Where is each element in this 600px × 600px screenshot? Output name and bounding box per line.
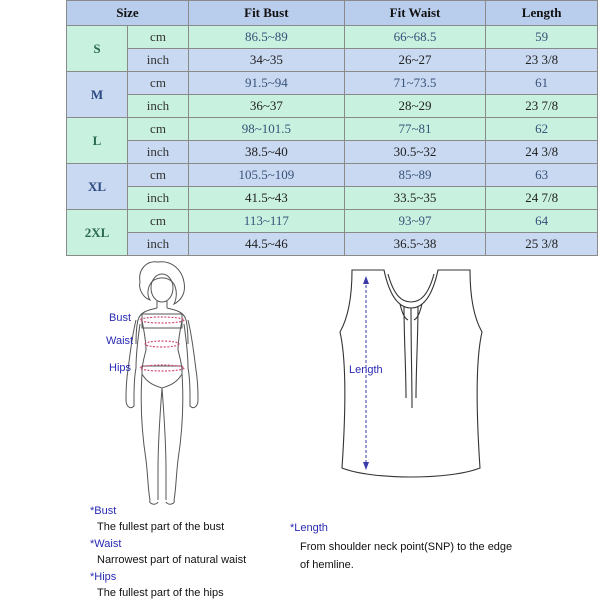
body-measurement-figure [96, 254, 246, 506]
value-cell: 23 7/8 [486, 95, 598, 118]
waist-label: Waist [106, 335, 134, 347]
size-cell: XL [67, 164, 128, 210]
note-bust-desc: The fullest part of the bust [97, 521, 225, 533]
note-length-desc-line1: From shoulder neck point(SNP) to the edge [300, 541, 513, 553]
value-cell: 98~101.5 [189, 118, 345, 141]
value-cell: 33.5~35 [344, 187, 486, 210]
table-row [67, 187, 598, 210]
value-cell: 23 3/8 [486, 49, 598, 72]
table-row [67, 164, 598, 187]
value-cell: 30.5~32 [344, 141, 486, 164]
table-header-row [67, 1, 598, 26]
size-chart-table [66, 0, 598, 256]
unit-cell: inch [128, 95, 189, 118]
header-fit-bust: Fit Bust [189, 1, 345, 26]
value-cell: 105.5~109 [189, 164, 345, 187]
value-cell: 28~29 [344, 95, 486, 118]
value-cell: 26~27 [344, 49, 486, 72]
table-row [67, 118, 598, 141]
table-row [67, 95, 598, 118]
value-cell: 62 [486, 118, 598, 141]
value-cell: 44.5~46 [189, 233, 345, 256]
unit-cell: inch [128, 141, 189, 164]
value-cell: 86.5~89 [189, 26, 345, 49]
unit-cell: cm [128, 210, 189, 233]
note-bust-title: *Bust [90, 505, 117, 517]
table-row [67, 49, 598, 72]
bust-label: Bust [109, 312, 132, 324]
size-cell: M [67, 72, 128, 118]
value-cell: 71~73.5 [344, 72, 486, 95]
header-size: Size [67, 1, 189, 26]
value-cell: 85~89 [344, 164, 486, 187]
table-row [67, 72, 598, 95]
note-hips-title: *Hips [90, 571, 117, 583]
note-waist-title: *Waist [90, 538, 122, 550]
value-cell: 66~68.5 [344, 26, 486, 49]
table-row [67, 210, 598, 233]
unit-cell: cm [128, 26, 189, 49]
value-cell: 77~81 [344, 118, 486, 141]
value-cell: 24 7/8 [486, 187, 598, 210]
size-cell: 2XL [67, 210, 128, 256]
value-cell: 93~97 [344, 210, 486, 233]
table-row [67, 26, 598, 49]
header-fit-waist: Fit Waist [344, 1, 486, 26]
unit-cell: inch [128, 49, 189, 72]
unit-cell: cm [128, 118, 189, 141]
length-label: Length [349, 364, 383, 376]
unit-cell: cm [128, 164, 189, 187]
value-cell: 36.5~38 [344, 233, 486, 256]
note-waist-desc: Narrowest part of natural waist [97, 554, 247, 566]
unit-cell: cm [128, 72, 189, 95]
value-cell: 38.5~40 [189, 141, 345, 164]
hips-label: Hips [109, 362, 132, 374]
value-cell: 91.5~94 [189, 72, 345, 95]
note-hips-desc: The fullest part of the hips [97, 587, 224, 599]
value-cell: 25 3/8 [486, 233, 598, 256]
note-length-title: *Length [290, 522, 328, 534]
value-cell: 113~117 [189, 210, 345, 233]
table-row [67, 141, 598, 164]
unit-cell: inch [128, 233, 189, 256]
value-cell: 24 3/8 [486, 141, 598, 164]
value-cell: 34~35 [189, 49, 345, 72]
value-cell: 61 [486, 72, 598, 95]
header-length: Length [486, 1, 598, 26]
value-cell: 59 [486, 26, 598, 49]
value-cell: 63 [486, 164, 598, 187]
value-cell: 41.5~43 [189, 187, 345, 210]
size-cell: L [67, 118, 128, 164]
note-length-desc-line2: of hemline. [300, 559, 354, 571]
size-cell: S [67, 26, 128, 72]
value-cell: 36~37 [189, 95, 345, 118]
table-row [67, 233, 598, 256]
value-cell: 64 [486, 210, 598, 233]
unit-cell: inch [128, 187, 189, 210]
